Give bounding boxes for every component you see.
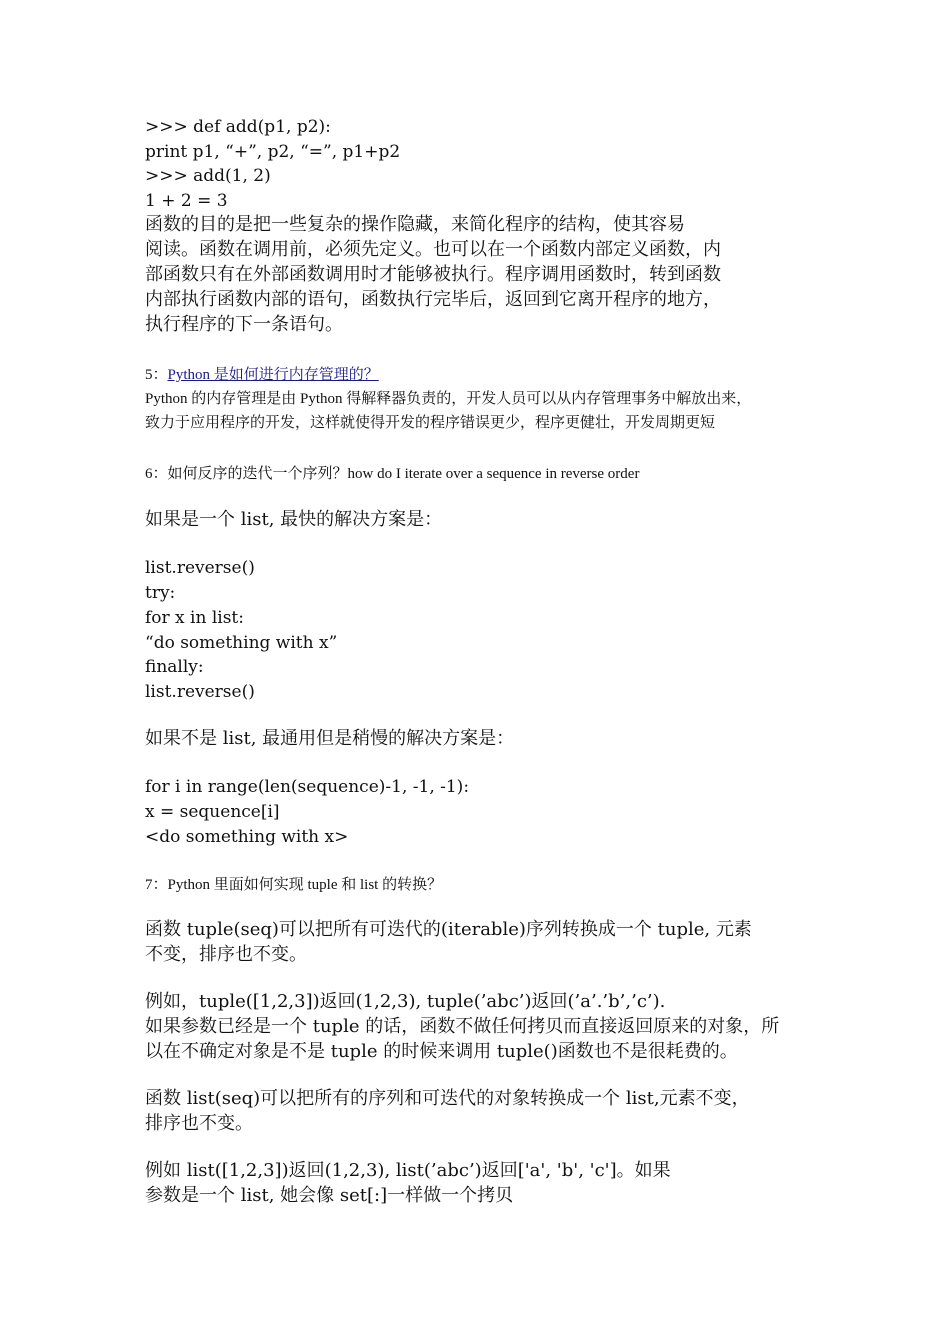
- paragraph-line: 致力于应用程序的开发，这样就使得开发的程序错误更少，程序更健壮，开发周期更短: [145, 415, 716, 431]
- question-6-heading: 6：如何反序的迭代一个序列？how do I iterate over a sequence in reverse order: [145, 466, 640, 482]
- code-line: >>> def add(p1, p2):: [145, 117, 331, 137]
- paragraph-line: 排序也不变。: [145, 1113, 253, 1134]
- code-line: 1 + 2 = 3: [145, 191, 228, 211]
- code-line: list.reverse(): [145, 558, 255, 578]
- paragraph-line: 参数是一个 list, 她会像 set[:]一样做一个拷贝: [145, 1185, 514, 1206]
- paragraph-line: 函数 list(seq)可以把所有的序列和可迭代的对象转换成一个 list,元素不变，: [145, 1088, 750, 1109]
- code-line: finally:: [145, 657, 204, 677]
- paragraph-line: 以在不确定对象是不是 tuple 的时候来调用 tuple()函数也不是很耗费的。: [145, 1041, 738, 1062]
- code-line: “do something with x”: [145, 633, 338, 653]
- question-7-heading: 7：Python 里面如何实现 tuple 和 list 的转换？: [145, 877, 443, 893]
- paragraph-line: 例如，tuple([1,2,3])返回(1,2,3), tuple(’abc’)返回(’a’.’b’,’c’).: [145, 991, 666, 1012]
- paragraph-line: 内部执行函数内部的语句，函数执行完毕后，返回到它离开程序的地方，: [145, 289, 721, 310]
- code-line: x = sequence[i]: [145, 802, 280, 822]
- code-line: print p1, “+”, p2, “=”, p1+p2: [145, 142, 401, 162]
- paragraph-line: 例如 list([1,2,3])返回(1,2,3), list(’abc’)返回['a', 'b', 'c']。如果: [145, 1160, 671, 1181]
- question-5-heading: [145, 365, 379, 385]
- paragraph-line: 函数的目的是把一些复杂的操作隐藏，来简化程序的结构，使其容易: [145, 214, 685, 235]
- paragraph-line: 函数 tuple(seq)可以把所有可迭代的(iterable)序列转换成一个 tuple, 元素: [145, 919, 752, 940]
- paragraph-line: 如果参数已经是一个 tuple 的话，函数不做任何拷贝而直接返回原来的对象，所: [145, 1016, 780, 1037]
- code-line: for i in range(len(sequence)-1, -1, -1):: [145, 777, 470, 797]
- code-line: list.reverse(): [145, 682, 255, 702]
- question-number: 5：: [145, 367, 168, 383]
- code-line: for x in list:: [145, 608, 244, 628]
- paragraph-line: 如果是一个 list, 最快的解决方案是：: [145, 509, 443, 530]
- question-5-link[interactable]: Python 是如何进行内存管理的？: [167, 367, 379, 383]
- paragraph-line: 阅读。函数在调用前，必须先定义。也可以在一个函数内部定义函数，内: [145, 239, 721, 260]
- code-line: <do something with x>: [145, 827, 349, 847]
- code-line: >>> add(1, 2): [145, 166, 271, 186]
- paragraph-line: Python 的内存管理是由 Python 得解释器负责的，开发人员可以从内存管理事务中解放出来，: [145, 391, 752, 407]
- paragraph-line: 部函数只有在外部函数调用时才能够被执行。程序调用函数时，转到函数: [145, 264, 721, 285]
- paragraph-line: 执行程序的下一条语句。: [145, 314, 343, 335]
- paragraph-line: 如果不是 list, 最通用但是稍慢的解决方案是：: [145, 728, 515, 749]
- paragraph-line: 不变，排序也不变。: [145, 944, 307, 965]
- code-line: try:: [145, 583, 176, 603]
